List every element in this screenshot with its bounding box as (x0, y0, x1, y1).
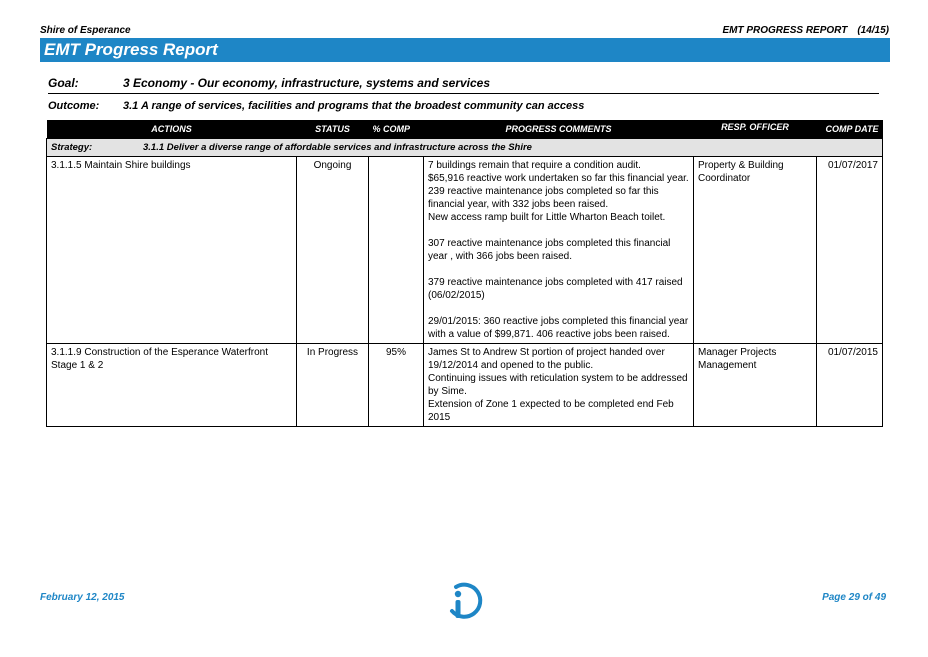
col-header-actions: ACTIONS (47, 120, 297, 139)
comment-line: 29/01/2015: 360 reactive jobs completed this financial year with a value of $99,871. 406 reactive jobs been raised. (428, 316, 689, 340)
action-cell: 3.1.1.9 Construction of the Esperance Waterfront Stage 1 & 2 (47, 344, 297, 427)
outcome-label: Outcome: (48, 100, 100, 112)
shire-logo-icon (442, 580, 488, 620)
comp-date-cell: 01/07/2015 (817, 344, 883, 427)
organisation-name: Shire of Esperance (40, 25, 131, 36)
footer-page-number: Page 29 of 49 (822, 592, 886, 603)
action-cell: 3.1.1.5 Maintain Shire buildings (47, 157, 297, 344)
report-title: EMT PROGRESS REPORT (722, 25, 848, 36)
strategy-cell (47, 139, 883, 157)
col-header-pct-complete: % COMP (369, 120, 424, 139)
outcome-line (48, 100, 584, 112)
col-header-comp-date: COMP DATE (817, 120, 883, 139)
strategy-label: Strategy: (51, 142, 93, 153)
report-heading (722, 25, 889, 36)
comment-line: 7 buildings remain that require a condition audit. (428, 160, 641, 171)
comment-line: Continuing issues with reticulation system to be addressed by Sime. (428, 373, 688, 397)
progress-comments-cell (424, 344, 694, 427)
table-header-row (47, 120, 883, 139)
page-banner-title: EMT Progress Report (40, 38, 890, 62)
outcome-text: 3.1 A range of services, facilities and programs that the broadest community can access (123, 100, 585, 112)
strategy-text: 3.1.1 Deliver a diverse range of affordable services and infrastructure across the Shire (143, 142, 532, 153)
progress-table (46, 120, 883, 427)
goal-line (48, 76, 490, 90)
footer-date: February 12, 2015 (40, 592, 125, 603)
pct-complete-cell: 95% (369, 344, 424, 427)
col-header-status: STATUS (297, 120, 369, 139)
goal-text: 3 Economy - Our economy, infrastructure, systems and services (123, 76, 491, 90)
comment-line: Extension of Zone 1 expected to be completed end Feb 2015 (428, 399, 674, 423)
comment-line: 307 reactive maintenance jobs completed this financial year , with 366 jobs been raised. (428, 238, 671, 262)
col-header-progress-comments: PROGRESS COMMENTS (424, 120, 694, 139)
table-row (47, 157, 883, 344)
progress-comments-cell (424, 157, 694, 344)
status-cell: In Progress (297, 344, 369, 427)
comment-spacer (428, 263, 689, 276)
comp-date-cell: 01/07/2017 (817, 157, 883, 344)
goal-label: Goal: (48, 76, 79, 90)
comment-line: New access ramp built for Little Wharton Beach toilet. (428, 212, 666, 223)
resp-officer-cell: Manager Projects Management (694, 344, 817, 427)
comment-spacer (428, 224, 689, 237)
comment-line: 379 reactive maintenance jobs completed with 417 raised (06/02/2015) (428, 277, 683, 301)
status-cell: Ongoing (297, 157, 369, 344)
strategy-row (47, 139, 883, 157)
report-page-indicator: (14/15) (857, 25, 889, 36)
comment-line: James St to Andrew St portion of project handed over 19/12/2014 and opened to the public. (428, 347, 665, 371)
comment-line: $65,916 reactive work undertaken so far this financial year. (428, 173, 689, 184)
col-header-resp-officer: RESP. OFFICER (694, 120, 817, 139)
table-row (47, 344, 883, 427)
goal-divider (48, 93, 879, 94)
resp-officer-cell: Property & Building Coordinator (694, 157, 817, 344)
comment-spacer (428, 302, 689, 315)
pct-complete-cell (369, 157, 424, 344)
comment-line: 239 reactive maintenance jobs completed so far this financial year, with 332 jobs been raised. (428, 186, 659, 210)
